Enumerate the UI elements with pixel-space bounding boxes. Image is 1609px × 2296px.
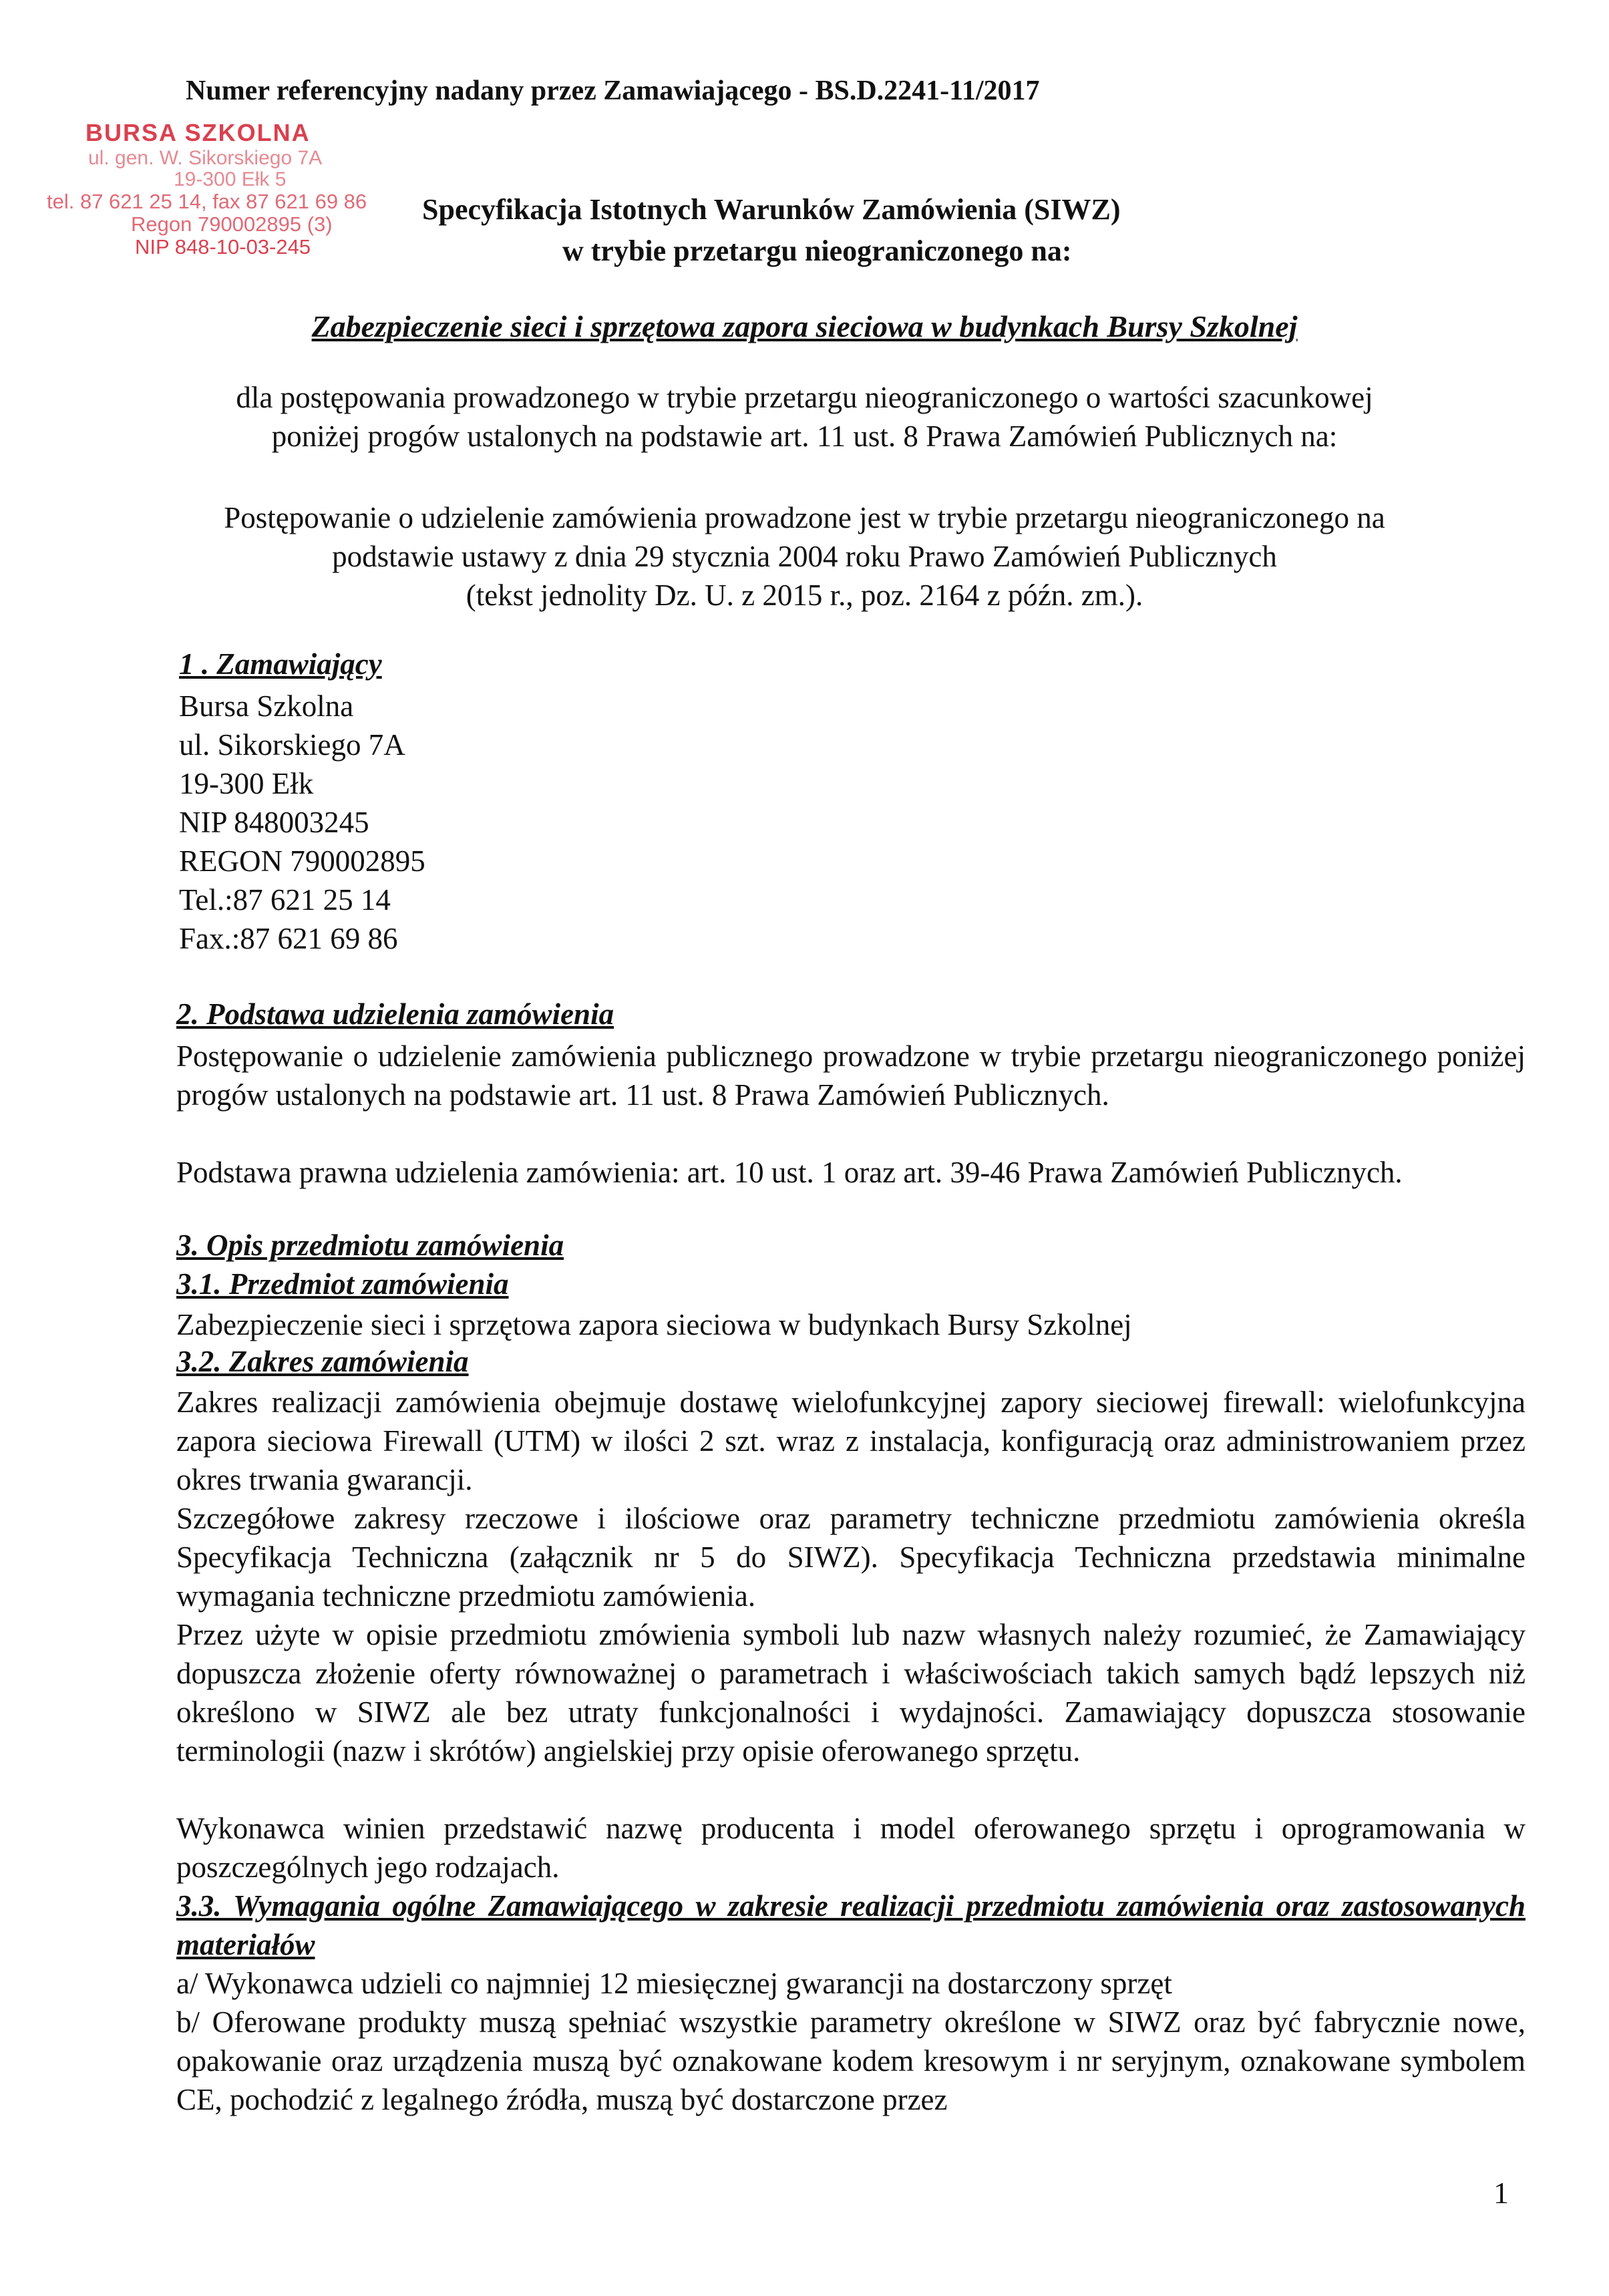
- section-3-2-heading: 3.2. Zakres zamówienia: [176, 1345, 469, 1378]
- authority-regon: REGON 790002895: [179, 844, 425, 878]
- stamp-name: BURSA SZKOLNA: [85, 119, 311, 146]
- section-3-3-heading: 3.3. Wymagania ogólne Zamawiającego w zakresie realizacji przedmiotu zamówienia oraz zastosowanych materiałów: [176, 1889, 1526, 1961]
- section-2-paragraph-2: Podstawa prawna udzielenia zamówienia: art. 10 ust. 1 oraz art. 39-46 Prawa Zamówień Publicznych.: [176, 1156, 1403, 1189]
- authority-phone: Tel.:87 621 25 14: [179, 883, 391, 917]
- intro-line-4: podstawie ustawy z dnia 29 stycznia 2004 roku Prawo Zamówień Publicznych: [332, 540, 1277, 573]
- requirement-b: b/ Oferowane produkty muszą spełniać wszystkie parametry określone w SIWZ oraz być fabrycznie nowe, opakowanie oraz urządzenia muszą być oznakowane kodem kresowym i nr seryjnym, oznakowane symbolem CE, pochodzić z legalnego źródła, muszą być dostarczone przez: [176, 2005, 1526, 2116]
- authority-nip: NIP 848003245: [179, 806, 369, 839]
- reference-number: Numer referencyjny nadany przez Zamawiającego - BS.D.2241-11/2017: [186, 75, 1040, 106]
- authority-city: 19-300 Ełk: [179, 767, 314, 800]
- section-3-2-paragraph-3: Przez użyte w opisie przedmiotu zmówienia symboli lub nazw własnych należy rozumieć, że Zamawiający dopuszcza złożenie oferty równoważnej o parametrach i właściwościach takich samych bądź lepszych niż określono w SIWZ ale bez utraty funkcjonalności i wydajności. Zamawiający dopuszcza stosowanie terminologii (nazw i skrótów) angielskiej przy opisie oferowanego sprzętu.: [176, 1618, 1526, 1768]
- section-2-paragraph-1: Postępowanie o udzielenie zamówienia publicznego prowadzone w trybie przetargu nieograniczonego poniżej progów ustalonych na podstawie art. 11 ust. 8 Prawa Zamówień Publicznych.: [176, 1039, 1526, 1112]
- section-3-2-paragraph-2: Szczegółowe zakresy rzeczowe i ilościowe oraz parametry techniczne przedmiotu zamówienia określa Specyfikacja Techniczna (załącznik nr 5 do SIWZ). Specyfikacja Techniczna przedstawia minimalne wymagania techniczne przedmiotu zamówienia.: [176, 1502, 1526, 1613]
- authority-fax: Fax.:87 621 69 86: [179, 922, 398, 955]
- section-3-2-paragraph-1: Zakres realizacji zamówienia obejmuje dostawę wielofunkcyjnej zapory sieciowej firewall: wielofunkcyjna zapora sieciowa Firewall (UTM) w ilości 2 szt. wraz z instalacja, konfiguracją oraz administrowaniem przez okres trwania gwarancji.: [176, 1385, 1526, 1496]
- page-number: 1: [1493, 2176, 1509, 2210]
- section-3-1-text: Zabezpieczenie sieci i sprzętowa zapora sieciowa w budynkach Bursy Szkolnej: [176, 1308, 1132, 1341]
- intro-line-5: (tekst jednolity Dz. U. z 2015 r., poz. 2164 z późn. zm.).: [466, 579, 1143, 612]
- authority-name: Bursa Szkolna: [179, 689, 354, 723]
- stamp-regon: Regon 790002895 (3): [131, 212, 333, 236]
- section-3-1-heading: 3.1. Przedmiot zamówienia: [176, 1267, 509, 1301]
- stamp-phone: tel. 87 621 25 14, fax 87 621 69 86: [47, 190, 367, 213]
- subject-title: Zabezpieczenie sieci i sprzętowa zapora sieciowa w budynkach Bursy Szkolnej: [311, 309, 1298, 343]
- stamp-address: ul. gen. W. Sikorskiego 7A: [88, 147, 323, 169]
- section-1-heading: 1 . Zamawiający: [179, 647, 382, 681]
- authority-street: ul. Sikorskiego 7A: [179, 728, 405, 762]
- intro-line-3: Postępowanie o udzielenie zamówienia prowadzone jest w trybie przetargu nieograniczonego na: [224, 501, 1385, 534]
- intro-line-2: poniżej progów ustalonych na podstawie art. 11 ust. 8 Prawa Zamówień Publicznych na:: [271, 420, 1338, 453]
- stamp-nip: NIP 848-10-03-245: [135, 235, 311, 259]
- document-title: Specyfikacja Istotnych Warunków Zamówienia (SIWZ): [422, 193, 1121, 226]
- contracting-authority-details: [179, 687, 425, 958]
- section-3-heading: 3. Opis przedmiotu zamówienia: [176, 1228, 564, 1262]
- document-mode: w trybie przetargu nieograniczonego na:: [562, 234, 1072, 267]
- stamp-city: 19-300 Ełk 5: [174, 168, 287, 190]
- intro-line-1: dla postępowania prowadzonego w trybie przetargu nieograniczonego o wartości szacunkowej: [236, 381, 1373, 414]
- section-2-heading: 2. Podstawa udzielenia zamówienia: [176, 997, 614, 1031]
- section-3-2-paragraph-4: Wykonawca winien przedstawić nazwę producenta i model oferowanego sprzętu i oprogramowania w poszczególnych jego rodzajach.: [176, 1812, 1526, 1884]
- requirement-a: a/ Wykonawca udzieli co najmniej 12 miesięcznej gwarancji na dostarczony sprzęt: [176, 1967, 1172, 2000]
